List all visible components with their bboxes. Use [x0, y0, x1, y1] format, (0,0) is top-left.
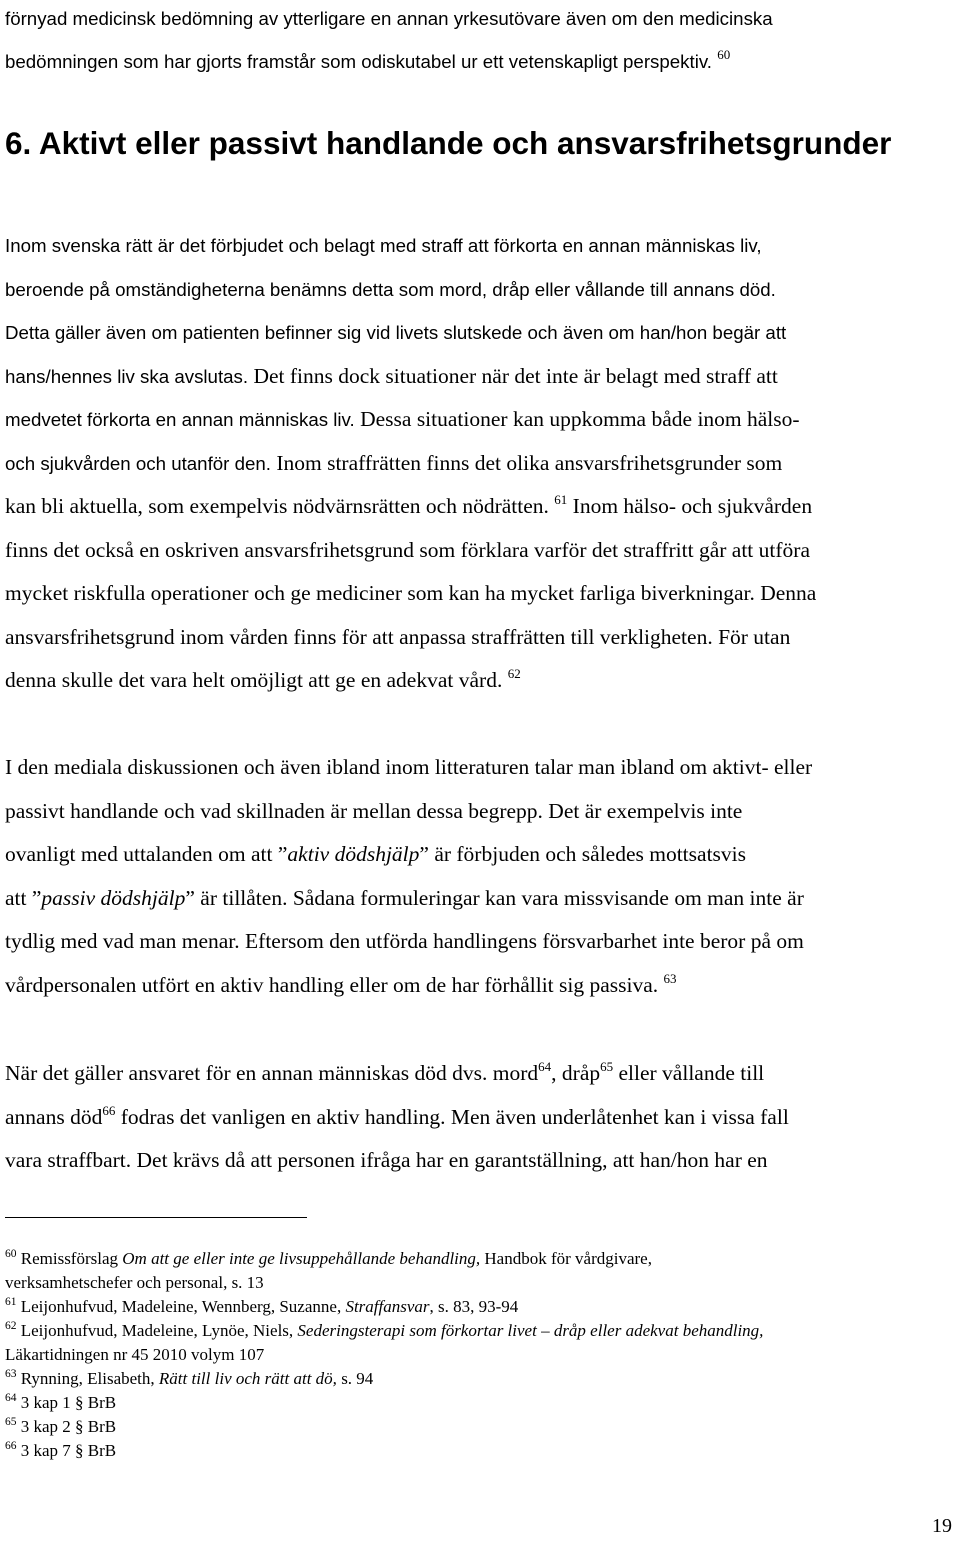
- text-line: och sjukvården och utanför den. Inom straffrätten finns det olika ansvarsfrihetsgrunder som: [5, 450, 783, 475]
- text-line: När det gäller ansvaret för en annan människas död dvs. mord$^{64}$, dråp$^{65}$ eller vållande till: [5, 1059, 765, 1085]
- text-line: finns det också en oskriven ansvarsfrihetsgrund som förklara varför det straffritt går att utföra: [5, 537, 810, 562]
- text-line: annans död$^{66}$ fodras det vanligen en aktiv handling. Men även underlåtenhet kan i vissa fall: [5, 1102, 789, 1129]
- text-line: Inom svenska rätt är det förbjudet och belagt med straff att förkorta en annan människas liv,: [5, 235, 762, 256]
- text-line: Detta gäller även om patienten befinner sig vid livets slutskede och även om han/hon begär att: [5, 322, 787, 343]
- text-line: passivt handlande och vad skillnaden är mellan dessa begrepp. Det är exempelvis inte: [5, 798, 743, 823]
- italic-term: passiv dödshjälp: [41, 885, 186, 910]
- text-line: tydlig med vad man menar. Eftersom den utförda handlingens försvarbarhet inte beror på om: [5, 929, 804, 953]
- paragraph-1: [5, 224, 955, 703]
- text-line: vårdpersonalen utfört en aktiv handling eller om de har förhållit sig passiva. $^{63}$: [5, 970, 677, 997]
- footnote-62-cont: Läkartidningen nr 45 2010 volym 107: [5, 1345, 265, 1364]
- text-line: medvetet förkorta en annan människas liv. Dessa situationer kan uppkomma både inom hälso-: [5, 407, 800, 431]
- text-line: vara straffbart. Det krävs då att personen ifråga har en garantställning, att han/hon har en: [5, 1148, 768, 1172]
- intro-paragraph: [5, 0, 955, 83]
- footnote-60-cont: verksamhetschefer och personal, s. 13: [5, 1273, 264, 1292]
- footnote-ref[interactable]: 63: [663, 970, 677, 986]
- footnote-ref[interactable]: 65: [600, 1059, 614, 1074]
- footnote-66: $^{66}$ 3 kap 7 § BrB: [5, 1440, 117, 1460]
- italic-term: aktiv dödshjälp: [287, 842, 420, 866]
- text-line: att ”passiv dödshjälp” är tillåten. Sådana formuleringar kan vara missvisande om man inte är: [5, 885, 804, 910]
- text-line: mycket riskfulla operationer och ge mediciner som kan ha mycket farliga biverkningar. Denna: [5, 581, 817, 605]
- text-line: kan bli aktuella, som exempelvis nödvärnsrätten och nödrätten. $^{61}$ Inom hälso- och sjukvården: [5, 492, 813, 518]
- text-line: beroende på omständigheterna benämns detta som mord, dråp eller vållande till annans död.: [5, 278, 776, 300]
- text-line: I den mediala diskussionen och även ibland inom litteraturen talar man ibland om aktivt- eller: [5, 755, 813, 779]
- intro-line: förnyad medicinsk bedömning av ytterligare en annan yrkesutövare även om den medicinska: [5, 8, 773, 29]
- paragraph-3: [5, 1052, 955, 1183]
- footnote-divider: [5, 1217, 307, 1218]
- footnote-65: $^{65}$ 3 kap 2 § BrB: [5, 1416, 117, 1436]
- footnote-ref[interactable]: 61: [554, 492, 568, 507]
- footnote-61: $^{61}$ Leijonhufvud, Madeleine, Wennberg, Suzanne, Straffansvar, s. 83, 93-94: [5, 1296, 519, 1316]
- footnotes: [5, 1247, 945, 1463]
- text-line: denna skulle det vara helt omöjligt att ge en adekvat vård. $^{62}$: [5, 666, 521, 692]
- text-line: hans/hennes liv ska avslutas. Det finns dock situationer när det inte är belagt med straff att: [5, 363, 778, 388]
- text-line: ovanligt med uttalanden om att ”aktiv dödshjälp” är förbjuden och således mottsatsvis: [5, 842, 747, 866]
- footnote-ref[interactable]: 60: [717, 47, 731, 62]
- footnote-62: $^{62}$ Leijonhufvud, Madeleine, Lynöe, Niels, Sederingsterapi som förkortar livet – dråp eller adekvat behandling,: [5, 1320, 764, 1340]
- footnote-64: $^{64}$ 3 kap 1 § BrB: [5, 1392, 117, 1412]
- footnote-60: $^{60}$ Remissförslag Om att ge eller inte ge livsuppehållande behandling, Handbok för vårdgivare,: [5, 1248, 652, 1268]
- section-heading: 6. Aktivt eller passivt handlande och ansvarsfrihetsgrunder: [5, 125, 892, 161]
- footnote-ref[interactable]: 66: [102, 1102, 116, 1118]
- intro-line: bedömningen som har gjorts framstår som odiskutabel ur ett vetenskapligt perspektiv. $^{60}$: [5, 47, 731, 72]
- footnote-ref[interactable]: 64: [538, 1059, 552, 1074]
- page-number: 19: [932, 1515, 952, 1537]
- footnote-63: $^{63}$ Rynning, Elisabeth, Rätt till liv och rätt att dö, s. 94: [5, 1368, 374, 1388]
- paragraph-2: [5, 746, 955, 1007]
- footnote-ref[interactable]: 62: [507, 666, 521, 681]
- text-line: ansvarsfrihetsgrund inom vården finns för att anpassa straffrätten till verkligheten. För utan: [5, 624, 791, 649]
